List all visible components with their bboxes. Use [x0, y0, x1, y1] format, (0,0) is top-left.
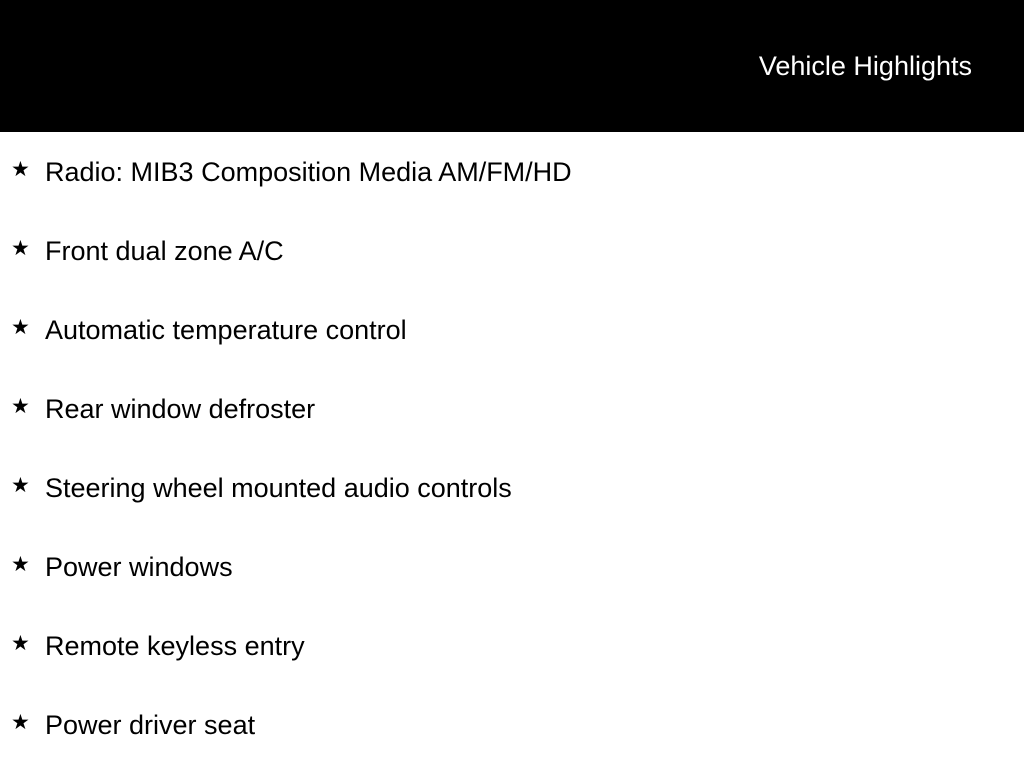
star-icon: ★: [11, 237, 30, 260]
star-icon: ★: [11, 632, 30, 655]
highlight-label: Power windows: [45, 552, 233, 582]
highlight-label: Steering wheel mounted audio controls: [45, 473, 512, 503]
list-item: [0, 231, 1024, 310]
highlight-label: Power driver seat: [45, 710, 256, 740]
star-icon: ★: [11, 711, 30, 734]
star-icon: ★: [11, 158, 30, 181]
star-icon: ★: [11, 316, 30, 339]
highlight-label: Automatic temperature control: [45, 315, 407, 345]
list-item: [0, 468, 1024, 547]
highlight-label: Radio: MIB3 Composition Media AM/FM/HD: [45, 157, 572, 187]
list-item: [0, 547, 1024, 626]
list-item: [0, 389, 1024, 468]
star-icon: ★: [11, 553, 30, 576]
highlight-label: Front dual zone A/C: [45, 236, 284, 266]
list-item: [0, 705, 1024, 784]
highlight-label: Remote keyless entry: [45, 631, 305, 661]
star-icon: ★: [11, 395, 30, 418]
vehicle-highlights-list: [0, 152, 1024, 784]
header-bar: [0, 0, 1024, 132]
list-item: [0, 626, 1024, 705]
list-item: [0, 152, 1024, 231]
star-icon: ★: [11, 474, 30, 497]
page-title: Vehicle Highlights: [758, 51, 972, 81]
highlight-label: Rear window defroster: [45, 394, 316, 424]
list-item: [0, 310, 1024, 389]
